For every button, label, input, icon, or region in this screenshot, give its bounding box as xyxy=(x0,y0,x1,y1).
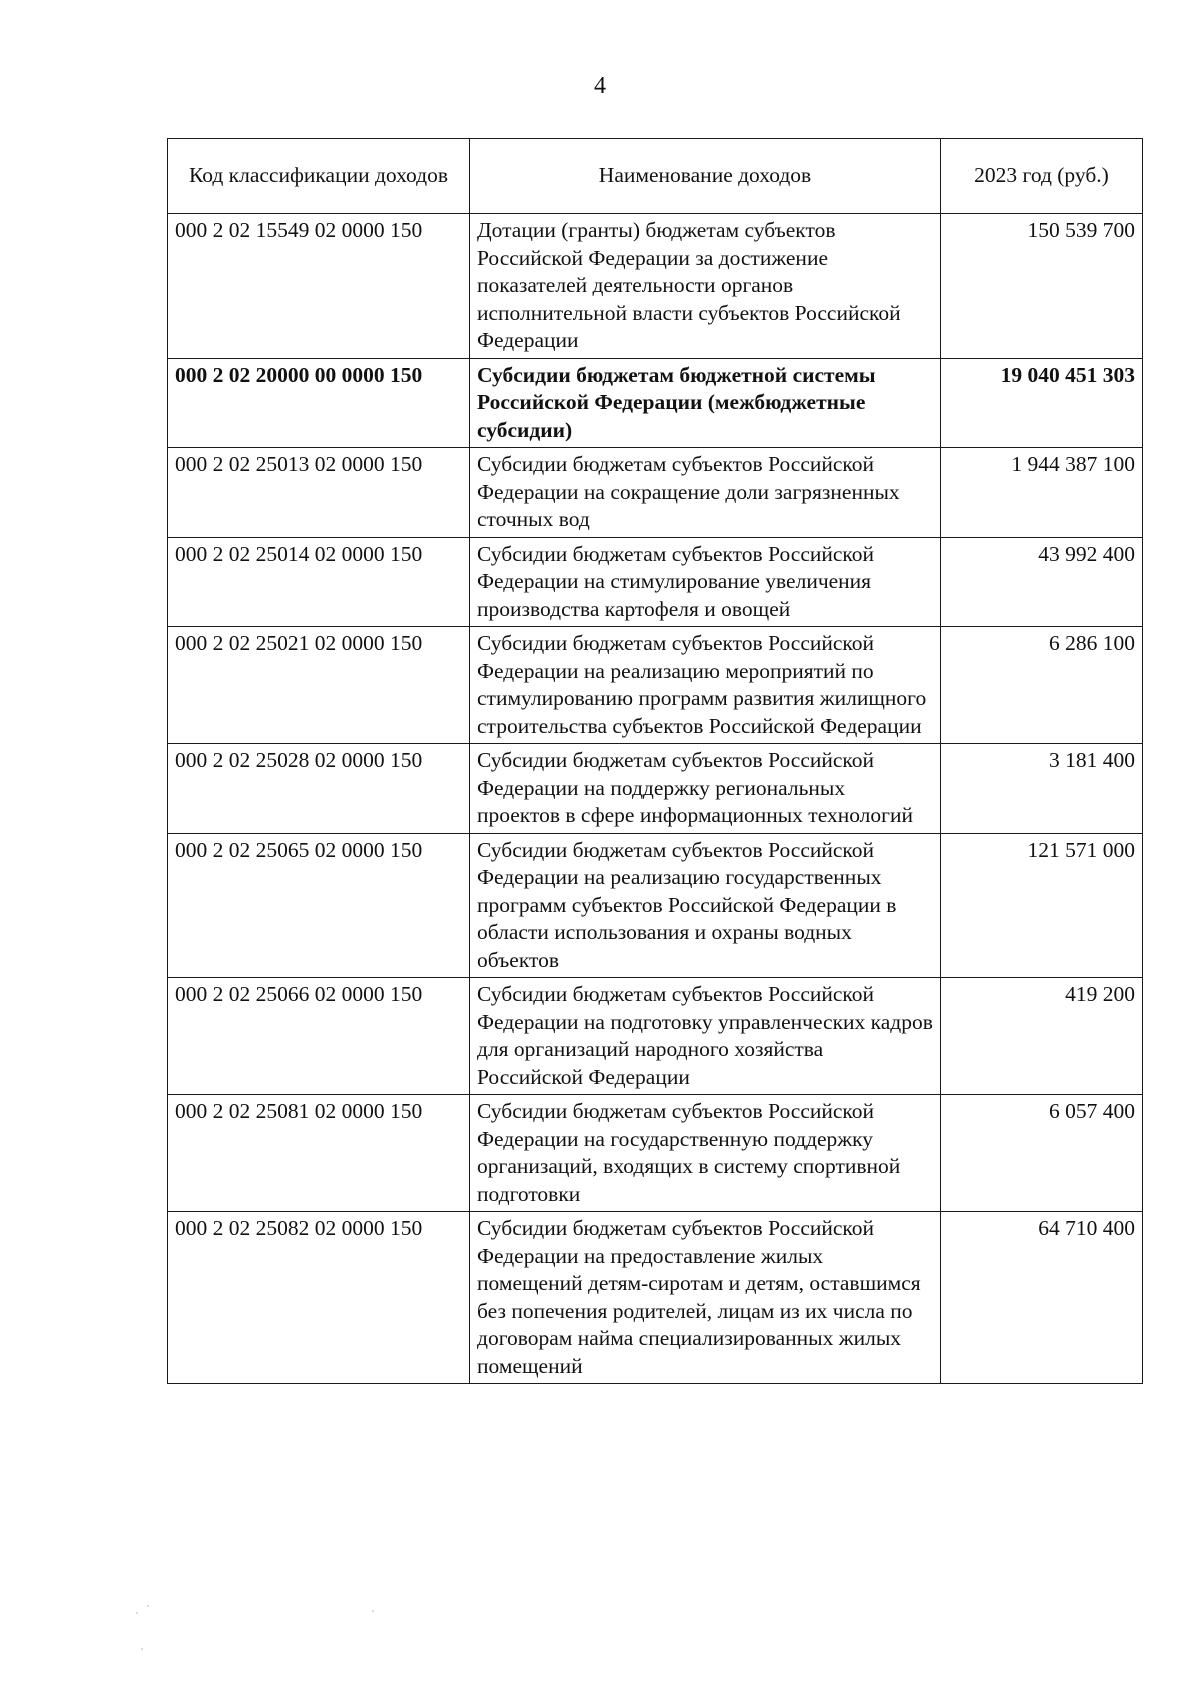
header-name: Наименование доходов xyxy=(470,139,941,214)
income-amount-cell: 1 944 387 100 xyxy=(941,448,1143,538)
income-name-cell: Субсидии бюджетам субъектов Российской Федерации на сокращение доли загрязненных сточных вод xyxy=(470,448,941,538)
scan-speck xyxy=(136,1612,138,1614)
table-row xyxy=(168,214,1143,359)
income-code-cell: 000 2 02 25081 02 0000 150 xyxy=(168,1095,470,1212)
scan-speck xyxy=(147,1605,149,1607)
income-code-cell: 000 2 02 25082 02 0000 150 xyxy=(168,1212,470,1384)
income-name-cell: Субсидии бюджетам субъектов Российской Федерации на поддержку региональных проектов в сфере информационных технологий xyxy=(470,744,941,834)
table-row xyxy=(168,358,1143,448)
income-code-cell: 000 2 02 25014 02 0000 150 xyxy=(168,537,470,627)
table-header-row xyxy=(168,139,1143,214)
income-amount-cell: 6 286 100 xyxy=(941,627,1143,744)
scan-speck xyxy=(372,1610,374,1612)
income-code-cell: 000 2 02 25028 02 0000 150 xyxy=(168,744,470,834)
income-name-cell: Субсидии бюджетам субъектов Российской Федерации на государственную поддержку организаций, входящих в систему спортивной подготовки xyxy=(470,1095,941,1212)
table-row xyxy=(168,978,1143,1095)
income-amount-cell: 150 539 700 xyxy=(941,214,1143,359)
table-body xyxy=(168,214,1143,1384)
income-name-cell: Субсидии бюджетам субъектов Российской Федерации на подготовку управленческих кадров для организаций народного хозяйства Российской Федерации xyxy=(470,978,941,1095)
table-row xyxy=(168,1095,1143,1212)
income-code-cell: 000 2 02 15549 02 0000 150 xyxy=(168,214,470,359)
income-amount-cell: 6 057 400 xyxy=(941,1095,1143,1212)
scan-speck xyxy=(141,1648,143,1650)
income-amount-cell: 43 992 400 xyxy=(941,537,1143,627)
income-code-cell: 000 2 02 25066 02 0000 150 xyxy=(168,978,470,1095)
table-row xyxy=(168,448,1143,538)
page-number: 4 xyxy=(594,73,606,99)
header-code: Код классификации доходов xyxy=(168,139,470,214)
income-code-cell: 000 2 02 25065 02 0000 150 xyxy=(168,833,470,978)
table-row xyxy=(168,627,1143,744)
income-code-cell: 000 2 02 25013 02 0000 150 xyxy=(168,448,470,538)
header-amount: 2023 год (руб.) xyxy=(941,139,1143,214)
income-name-cell: Субсидии бюджетам бюджетной системы Российской Федерации (межбюджетные субсидии) xyxy=(470,358,941,448)
income-amount-cell: 19 040 451 303 xyxy=(941,358,1143,448)
income-name-cell: Субсидии бюджетам субъектов Российской Федерации на реализацию мероприятий по стимулированию программ развития жилищного строительства субъектов Российской Федерации xyxy=(470,627,941,744)
income-name-cell: Дотации (гранты) бюджетам субъектов Российской Федерации за достижение показателей деятельности органов исполнительной власти субъектов Российской Федерации xyxy=(470,214,941,359)
income-amount-cell: 3 181 400 xyxy=(941,744,1143,834)
income-amount-cell: 64 710 400 xyxy=(941,1212,1143,1384)
revenue-table xyxy=(167,138,1143,1384)
income-name-cell: Субсидии бюджетам субъектов Российской Федерации на стимулирование увеличения производства картофеля и овощей xyxy=(470,537,941,627)
income-code-cell: 000 2 02 20000 00 0000 150 xyxy=(168,358,470,448)
income-code-cell: 000 2 02 25021 02 0000 150 xyxy=(168,627,470,744)
table-row xyxy=(168,537,1143,627)
table-row xyxy=(168,1212,1143,1384)
income-amount-cell: 121 571 000 xyxy=(941,833,1143,978)
income-name-cell: Субсидии бюджетам субъектов Российской Федерации на предоставление жилых помещений детям-сиротам и детям, оставшимся без попечения родителей, лицам из их числа по договорам найма специализированных жилых помещений xyxy=(470,1212,941,1384)
income-name-cell: Субсидии бюджетам субъектов Российской Федерации на реализацию государственных программ субъектов Российской Федерации в области использования и охраны водных объектов xyxy=(470,833,941,978)
table-row xyxy=(168,833,1143,978)
table-row xyxy=(168,744,1143,834)
income-amount-cell: 419 200 xyxy=(941,978,1143,1095)
